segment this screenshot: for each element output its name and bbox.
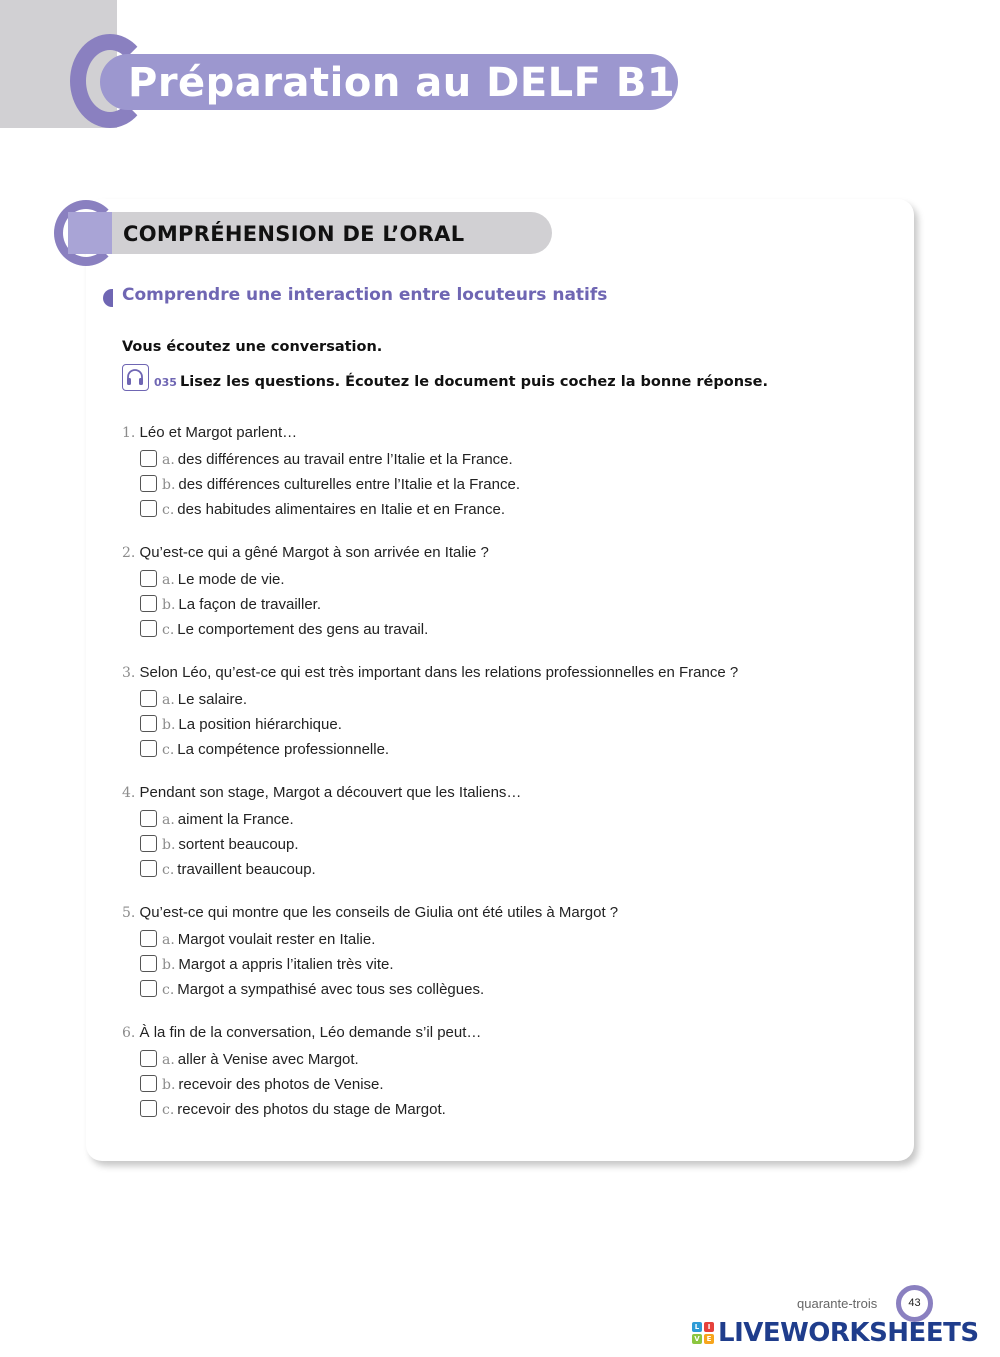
answer-option[interactable]	[122, 952, 822, 977]
answer-option[interactable]	[122, 447, 822, 472]
question-number: 1.	[122, 425, 136, 441]
option-letter: c.	[162, 742, 175, 758]
answer-option[interactable]	[122, 807, 822, 832]
answer-option[interactable]	[122, 567, 822, 592]
logo-letter-l: L	[692, 1322, 702, 1332]
checkbox-icon[interactable]	[140, 450, 157, 467]
checkbox-icon[interactable]	[140, 595, 157, 612]
option-text: recevoir des photos du stage de Margot.	[177, 1101, 446, 1118]
option-text: des habitudes alimentaires en Italie et en France.	[177, 501, 505, 518]
option-text: La compétence professionnelle.	[177, 741, 390, 758]
question-text	[122, 662, 822, 687]
question-number: 2.	[122, 545, 136, 561]
checkbox-icon[interactable]	[140, 570, 157, 587]
option-letter: b.	[162, 957, 176, 973]
answer-option[interactable]	[122, 687, 822, 712]
question-1	[122, 422, 822, 522]
option-letter: c.	[162, 1102, 175, 1118]
checkbox-icon[interactable]	[140, 620, 157, 637]
checkbox-icon[interactable]	[140, 955, 157, 972]
checkbox-icon[interactable]	[140, 475, 157, 492]
option-text: Margot voulait rester en Italie.	[177, 931, 376, 948]
page-number-words: quarante-trois	[797, 1296, 878, 1311]
question-text	[122, 902, 822, 927]
option-text: Le comportement des gens au travail.	[177, 621, 429, 638]
checkbox-icon[interactable]	[140, 715, 157, 732]
option-letter: a.	[162, 692, 175, 708]
checkbox-icon[interactable]	[140, 500, 157, 517]
question-label: Qu’est-ce qui montre que les conseils de Giulia ont été utiles à Margot ?	[139, 904, 619, 921]
option-text: aller à Venise avec Margot.	[177, 1051, 359, 1068]
section-bar-accent	[68, 212, 112, 254]
answer-option[interactable]	[122, 832, 822, 857]
answer-option[interactable]	[122, 927, 822, 952]
answer-option[interactable]	[122, 497, 822, 522]
option-text: sortent beaucoup.	[178, 836, 299, 853]
question-text	[122, 782, 822, 807]
question-text	[122, 422, 822, 447]
answer-option[interactable]	[122, 1097, 822, 1122]
question-5	[122, 902, 822, 1002]
question-label: Léo et Margot parlent…	[139, 424, 298, 441]
option-text: des différences culturelles entre l’Italie et la France.	[178, 476, 520, 493]
question-label: Selon Léo, qu’est-ce qui est très important dans les relations professionnelles en France ?	[139, 664, 739, 681]
option-letter: c.	[162, 862, 175, 878]
answer-option[interactable]	[122, 1047, 822, 1072]
option-letter: c.	[162, 622, 175, 638]
option-letter: b.	[162, 597, 176, 613]
option-letter: b.	[162, 1077, 176, 1093]
answer-option[interactable]	[122, 617, 822, 642]
answer-option[interactable]	[122, 737, 822, 762]
page-title: Préparation au DELF B1	[128, 60, 676, 106]
question-text	[122, 542, 822, 567]
checkbox-icon[interactable]	[140, 1100, 157, 1117]
option-text: Margot a appris l’italien très vite.	[178, 956, 394, 973]
answer-option[interactable]	[122, 1072, 822, 1097]
logo-letter-e: E	[704, 1334, 714, 1344]
option-text: Margot a sympathisé avec tous ses collègues.	[177, 981, 485, 998]
option-text: aiment la France.	[177, 811, 294, 828]
checkbox-icon[interactable]	[140, 1075, 157, 1092]
option-letter: a.	[162, 452, 175, 468]
checkbox-icon[interactable]	[140, 740, 157, 757]
option-text: Le mode de vie.	[177, 571, 285, 588]
subheading: Comprendre une interaction entre locuteurs natifs	[122, 285, 608, 305]
option-text: travaillent beaucoup.	[177, 861, 316, 878]
logo-grid-icon	[692, 1322, 714, 1344]
question-6	[122, 1022, 822, 1122]
headphones-icon[interactable]	[122, 364, 149, 391]
logo-text: LIVEWORKSHEETS	[718, 1318, 979, 1348]
answer-option[interactable]	[122, 857, 822, 882]
option-letter: b.	[162, 717, 176, 733]
option-text: La position hiérarchique.	[178, 716, 342, 733]
option-text: des différences au travail entre l’Italie et la France.	[177, 451, 513, 468]
question-label: Pendant son stage, Margot a découvert que les Italiens…	[139, 784, 522, 801]
answer-option[interactable]	[122, 977, 822, 1002]
question-number: 6.	[122, 1025, 136, 1041]
checkbox-icon[interactable]	[140, 980, 157, 997]
option-text: La façon de travailler.	[178, 596, 322, 613]
question-number: 3.	[122, 665, 136, 681]
question-4	[122, 782, 822, 882]
question-number: 4.	[122, 785, 136, 801]
option-letter: c.	[162, 982, 175, 998]
option-letter: b.	[162, 477, 176, 493]
option-letter: a.	[162, 572, 175, 588]
checkbox-icon[interactable]	[140, 690, 157, 707]
checkbox-icon[interactable]	[140, 860, 157, 877]
checkbox-icon[interactable]	[140, 930, 157, 947]
section-title: COMPRÉHENSION DE L’ORAL	[123, 222, 465, 246]
option-text: recevoir des photos de Venise.	[178, 1076, 384, 1093]
page-number: 43	[908, 1297, 921, 1309]
logo-letter-v: V	[692, 1334, 702, 1344]
question-label: Qu’est-ce qui a gêné Margot à son arrivée en Italie ?	[139, 544, 489, 561]
instruction: Vous écoutez une conversation.	[122, 339, 383, 355]
question-number: 5.	[122, 905, 136, 921]
answer-option[interactable]	[122, 592, 822, 617]
option-letter: a.	[162, 812, 175, 828]
question-3	[122, 662, 822, 762]
answer-option[interactable]	[122, 472, 822, 497]
track-number: 035	[154, 376, 177, 389]
option-text: Le salaire.	[177, 691, 248, 708]
question-text	[122, 1022, 822, 1047]
option-letter: a.	[162, 1052, 175, 1068]
logo-letter-i: I	[704, 1322, 714, 1332]
checkbox-icon[interactable]	[140, 1050, 157, 1067]
checkbox-icon[interactable]	[140, 810, 157, 827]
liveworksheets-logo[interactable]	[692, 1318, 988, 1348]
option-letter: c.	[162, 502, 175, 518]
option-letter: a.	[162, 932, 175, 948]
audio-instruction: Lisez les questions. Écoutez le document puis cochez la bonne réponse.	[180, 374, 769, 390]
answer-option[interactable]	[122, 712, 822, 737]
checkbox-icon[interactable]	[140, 835, 157, 852]
option-letter: b.	[162, 837, 176, 853]
question-label: À la fin de la conversation, Léo demande s’il peut…	[139, 1024, 482, 1041]
question-2	[122, 542, 822, 642]
